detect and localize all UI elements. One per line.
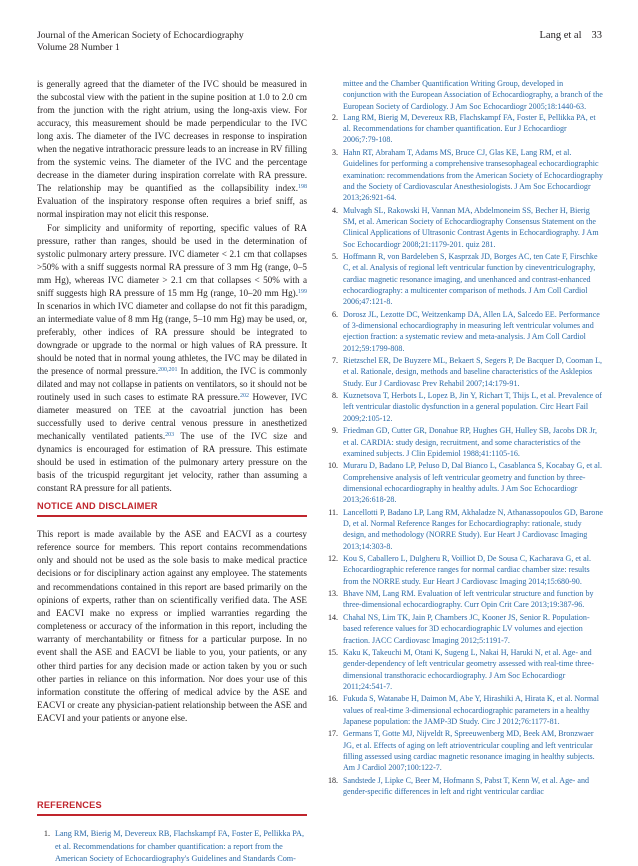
page-info — [540, 30, 602, 42]
reference-text[interactable]: Kuznetsova T, Herbots L, Lopez B, Jin Y, Richart T, Thijs L, et al. Prevalence of left ventricular diastolic dysfunction in a general population. Circ Heart Fail 2009;2:105-12. — [343, 391, 602, 423]
notice-text: This report is made available by the ASE and EACVI as a courtesy reference source for members. This report contains recommendations only and should not be used as the sole basis to make medical practice decisions or for disciplinary action against any employee. The statements and recommendations contained in this report are based primarily on the opinions of experts, rather than on scientifically verified data. The ASE and EACVI make no express or implied warranties regarding the completeness or accuracy of the information in this report, including the warranty of merchantability or fitness for a particular purpose. In no event shall the ASE and EACVI be liable to you, your patients, or any other third parties for any decision made or action taken by you or such other parties in reliance on this information. Nor does your use of this information constitute the offering of medical advice by the ASE and EACVI or create any physician-patient relationship between the ASE and EACVI and your patients or anyone else. — [37, 529, 307, 724]
reference-continuation[interactable]: mittee and the Chamber Quantification Writing Group, developed in conjunction with the European Association of Echocardiography, a branch of the European Society of Cardiology. J Am Soc Echocardiogr 2005;18:1440-63. — [343, 79, 603, 111]
reference-text[interactable]: Kou S, Caballero L, Dulgheru R, Voilliot D, De Sousa C, Kacharava G, et al. Echocardiographic reference ranges for normal cardiac chamber size: results from the NORRE study. Eur Heart J Cardiovasc Imaging 2014;15:680-90. — [343, 554, 591, 586]
reference-item[interactable] — [325, 647, 603, 692]
reference-text[interactable]: Hoffmann R, von Bardeleben S, Kasprzak JD, Borges AC, ten Cate F, Firschke C, et al. Analysis of regional left ventricular function by cineventriculography, cardiac magnetic resonance imaging, and unenhanced and contrast-enhanced echocardiography: a multicenter comparison of methods. J Am Coll Cardiol 2006;47:121-8. — [343, 252, 598, 307]
reference-item[interactable] — [325, 775, 603, 798]
body-text — [37, 78, 307, 496]
reference-number: 3. — [331, 147, 338, 157]
reference-item[interactable] — [325, 355, 603, 389]
reference-text[interactable]: Germans T, Gotte MJ, Nijveldt R, Spreeuwenberg MD, Beek AM, Bronzwaer JG, et al. Effects of aging on left atrioventricular coupling and left ventricular filling assessed using cardiac magnetic resonance imaging in healthy subjects. Am J Cardiol 2007;100:122-7. — [343, 729, 595, 773]
reference-item[interactable] — [325, 112, 603, 146]
reference-item[interactable] — [325, 425, 603, 459]
reference-text[interactable]: Rietzschel ER, De Buyzere ML, Bekaert S, Segers P, De Bacquer D, Cooman L, et al. Rationale, design, methods and baseline characteristics of the Asklepios Study. Eur J Cardiovasc Prev Rehabil 2007;14:179-91. — [343, 356, 603, 388]
reference-list-right — [325, 78, 603, 799]
reference-text[interactable]: Friedman GD, Cutter GR, Donahue RP, Hughes GH, Hulley SB, Jacobs DR Jr, et al. CARDIA: study design, recruitment, and some characteristics of the examined subjects. J Clin Epidemiol 1988;41:1105-16. — [343, 426, 598, 458]
reference-item[interactable] — [325, 251, 603, 307]
citation-link[interactable]: 199 — [298, 288, 307, 295]
reference-item[interactable] — [325, 507, 603, 552]
reference-number: 18. — [327, 775, 338, 785]
reference-item[interactable] — [325, 309, 603, 354]
reference-text[interactable]: Bhave NM, Lang RM. Evaluation of left ventricular structure and function by three-dimensional echocardiography. Curr Opin Crit Care 2013;19:387-96. — [343, 589, 594, 610]
paragraph-ra-pressure: For simplicity and uniformity of reporting, specific values of RA pressure, rather than ranges, should be used in the determination of systolic pulmonary artery pressure. IVC diameter < 2.1 cm that collapses >50% with a sniff suggests normal RA pressure of 3 mm Hg (range, 0–5 mm Hg), whereas IVC diameter > 2.1 cm that collapses < 50% with a sniff suggests high RA pressure of 15 mm Hg (range, 10–20 mm Hg).$^{199}$ In scenarios in which IVC diameter and collapse do not fit this paradigm, an intermediate value of 8 mm Hg (range, 5–10 mm Hg) may be used, or, preferably, other indices of RA pressure should be integrated to downgrade or upgrade to the normal or high values of RA pressure. It should be noted that in normal young athletes, the IVC may be dilated in the presence of normal pressure.$^{200,201}$ In addition, the IVC is commonly dilated and may not collapse in patients on ventilators, so it should not be routinely used in such cases to estimate RA pressure.$^{202}$ However, IVC diameter measured on TEE at the cavoatrial junction has been successfully used to derive central venous pressure in anesthetized mechanically ventilated patients.$^{203}$ The use of the IVC size and dynamics is encouraged for estimation of RA pressure. This estimate should be used in estimation of the pulmonary artery pressure on the basis of the tricuspid regurgitant jet velocity, rather than assuming a constant RA pressure for all patients. — [37, 222, 308, 494]
reference-text[interactable]: Mulvagh SL, Rakowski H, Vannan MA, Abdelmoneim SS, Becher H, Bierig SM, et al. American Society of Echocardiography Consensus Statement on the Clinical Applications of Ultrasonic Contrast Agents in Echocardiography. J Am Soc Echocardiogr 2008;21:1179-201. quiz 281. — [343, 205, 599, 249]
reference-number: 12. — [327, 554, 338, 564]
citation-link[interactable]: 203 — [165, 432, 175, 439]
paragraph-ivc-measurement: is generally agreed that the diameter of the IVC should be measured in the subcostal view with the patient in the supine position at 1.0 to 2.0 cm from the junction with the right atrium, using the long-axis view. For accuracy, this measurement should be made perpendicular to the IVC long axis. The diameter of the IVC decreases in response to inspiration when the negative intrathoracic pressure leads to an increase in RV filling from the systemic veins. The diameter of the IVC and the percentage decrease in the diameter during inspiration correlate with RA pressure. The relationship may be quantified as the collapsibility index.$^{198}$ Evaluation of the inspiratory response often requires a brief sniff, as normal inspiration may not elicit this response. — [37, 79, 307, 220]
reference-text[interactable]: Lancellotti P, Badano LP, Lang RM, Akhaladze N, Athanassopoulos GD, Barone D, et al. Normal Reference Ranges for Echocardiography: rationale, study design, and methodology (NORRE Study). Eur Heart J Cardiovasc Imaging 2013;14:303-8. — [343, 507, 603, 551]
journal-volume: Volume 28 Number 1 — [37, 41, 120, 53]
reference-item[interactable] — [37, 828, 307, 866]
reference-number: 7. — [331, 356, 338, 366]
reference-item[interactable] — [325, 728, 603, 773]
journal-info — [37, 30, 244, 53]
reference-text[interactable]: Muraru D, Badano LP, Peluso D, Dal Bianco L, Casablanca S, Kocabay G, et al. Comprehensive analysis of left ventricular geometry and function by three-dimensional echocardiography in healthy adults. J Am Soc Echocardiogr 2013;26:618-28. — [343, 461, 603, 505]
reference-number: 5. — [331, 252, 338, 262]
section-divider — [37, 814, 307, 816]
reference-number: 4. — [331, 205, 338, 215]
running-authors: Lang et al — [539, 30, 582, 41]
reference-text[interactable]: Sandstede J, Lipke C, Beer M, Hofmann S, Pabst T, Kenn W, et al. Age- and gender-specific differences in left and right ventricular cardiac — [343, 775, 589, 797]
reference-item[interactable] — [325, 553, 603, 587]
reference-text[interactable]: Fukuda S, Watanabe H, Daimon M, Abe Y, Hirashiki A, Hirata K, et al. Normal values of real-time 3-dimensional echocardiographic parameters in a healthy Japanese population: the JAMP-3D Study. Circ J 2012;76:1177-81. — [343, 694, 599, 726]
reference-text[interactable]: Lang RM, Bierig M, Devereux RB, Flachskampf FA, Foster E, Pellikka PA, et al. Recommendations for chamber quantification. Eur J Echocardiogr 2006;7:79-108. — [343, 112, 596, 145]
reference-number: 2. — [331, 112, 338, 122]
citation-link[interactable]: 200,201 — [158, 367, 178, 374]
reference-item[interactable] — [325, 205, 603, 250]
reference-item[interactable] — [325, 612, 603, 646]
reference-number: 16. — [327, 694, 338, 704]
page-number: 33 — [591, 30, 602, 41]
reference-number: 15. — [327, 647, 338, 657]
reference-number: 1. — [43, 829, 50, 838]
reference-item[interactable] — [325, 693, 603, 727]
reference-item[interactable] — [325, 588, 603, 611]
citation-link[interactable]: 202 — [239, 393, 249, 400]
references-heading: REFERENCES — [37, 800, 102, 810]
reference-text[interactable]: Lang RM, Bierig M, Devereux RB, Flachskampf FA, Foster E, Pellikka PA, et al. Recommendations for chamber quantification: a report from the American Society of Echocardiography's Guidelines and Standards Com- — [55, 829, 305, 864]
citation-link[interactable]: 198 — [298, 184, 307, 191]
journal-title: Journal of the American Society of Echocardiography — [37, 30, 244, 41]
reference-text[interactable]: Chahal NS, Lim TK, Jain P, Chambers JC, Kooner JS, Senior R. Population-based reference values for 3D echocardiographic LV volumes and ejection fraction. JACC Cardiovasc Imaging 2012;5:1191-7. — [343, 612, 590, 645]
reference-number: 14. — [327, 612, 338, 622]
reference-item[interactable] — [325, 147, 603, 203]
running-header — [37, 30, 602, 54]
reference-text[interactable]: Hahn RT, Abraham T, Adams MS, Bruce CJ, Glas KE, Lang RM, et al. Guidelines for performing a comprehensive transesophageal echocardiographic examination: recommendations from the American Society of Echocardiography and the Society of Cardiovascular Anesthesiologists. J Am Soc Echocardiogr 2013;26:921-64. — [343, 147, 603, 203]
reference-number: 6. — [331, 309, 338, 319]
reference-item[interactable] — [325, 390, 603, 424]
reference-number: 8. — [331, 391, 338, 401]
reference-number: 13. — [327, 589, 338, 599]
notice-heading: NOTICE AND DISCLAIMER — [37, 501, 158, 511]
reference-number: 10. — [327, 461, 338, 471]
reference-number: 9. — [331, 426, 338, 436]
reference-text[interactable]: Kaku K, Takeuchi M, Otani K, Sugeng L, Nakai H, Haruki N, et al. Age- and gender-dependency of left ventricular geometry assessed with real-time three-dimensional transthoracic echocardiography. J Am Soc Echocardiogr 2011;24:541-7. — [343, 647, 594, 691]
reference-text[interactable]: Dorosz JL, Lezotte DC, Weitzenkamp DA, Allen LA, Salcedo EE. Performance of 3-dimensional echocardiography in measuring left ventricular volumes and ejection fraction: a systematic review and meta-analysis. J Am Coll Cardiol 2012;59:1799-808. — [343, 309, 600, 353]
reference-list-left — [37, 828, 307, 866]
reference-item[interactable] — [325, 460, 603, 505]
reference-number: 11. — [328, 507, 338, 517]
reference-number: 17. — [327, 729, 338, 739]
section-divider — [37, 515, 307, 517]
